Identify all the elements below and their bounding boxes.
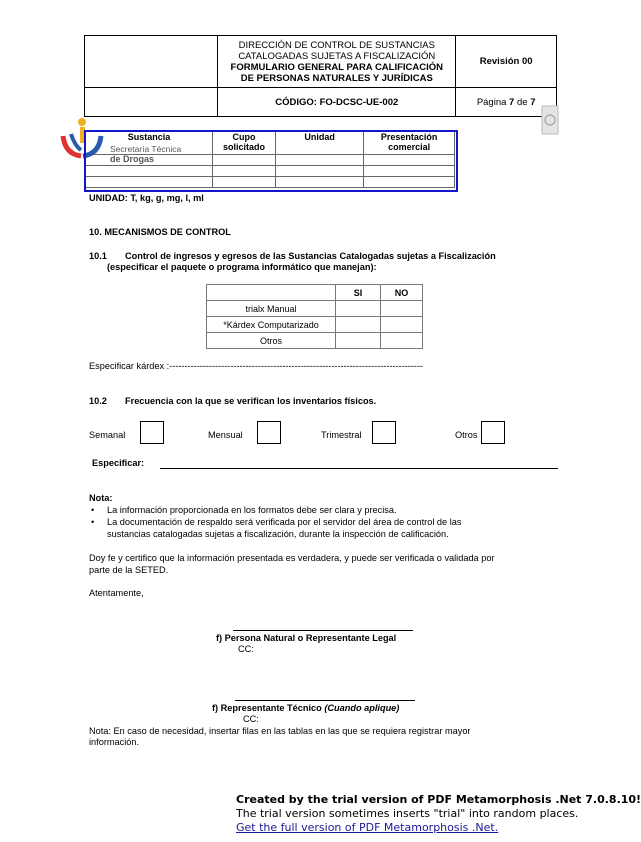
header-title-line2: CATALOGADAS SUJETAS A FISCALIZACIÓN (238, 50, 436, 62)
trial-notice-line1: Created by the trial version of PDF Metamorphosis .Net 7.0.8.10! (236, 793, 641, 806)
signature-1-label: f) Persona Natural o Representante Legal (216, 633, 397, 643)
option-si-cell[interactable] (336, 333, 381, 349)
section-10-2-text: Frecuencia con la que se verifican los inventarios físicos. (125, 396, 377, 406)
section-10-1-text2: (especificar el paquete o programa informático que manejan): (107, 262, 377, 272)
certify-line2: parte de la SETED. (89, 565, 169, 575)
signature-2-cc: CC: (243, 714, 259, 724)
signature-line-2[interactable] (235, 700, 415, 701)
trial-full-version-link[interactable]: Get the full version of PDF Metamorphosis .Net. (236, 821, 499, 834)
col-no: NO (381, 285, 423, 301)
closing: Atentamente, (89, 588, 144, 598)
note-item-1: La información proporcionada en los formatos debe ser clara y precisa. (107, 505, 397, 515)
option-label: *Kárdex Computarizado (207, 317, 336, 333)
signature-line-1[interactable] (233, 630, 413, 631)
freq-monthly-checkbox[interactable] (257, 421, 281, 444)
freq-weekly-label: Semanal (89, 430, 126, 440)
page-label: Página (476, 96, 507, 108)
footer-note-line2: información. (89, 737, 140, 747)
section-10-2-num: 10.2 (89, 396, 107, 406)
selection-highlight (84, 130, 458, 192)
revision: Revisión 00 (456, 36, 557, 88)
header-table (84, 35, 557, 117)
header-logo-cell (85, 36, 218, 88)
col-si: SI (336, 285, 381, 301)
document-code: CÓDIGO: FO-DCSC-UE-002 (218, 88, 456, 117)
freq-other-checkbox[interactable] (481, 421, 505, 444)
table-row (207, 301, 423, 317)
option-no-cell[interactable] (381, 333, 423, 349)
section-10-1-text1: Control de ingresos y egresos de las Sustancias Catalogadas sujetas a Fiscalización (125, 251, 496, 261)
option-label: Otros (207, 333, 336, 349)
option-no-cell[interactable] (381, 301, 423, 317)
signature-2-label-italic: (Cuando aplique) (324, 703, 400, 713)
signature-1-cc: CC: (238, 644, 254, 654)
footer-note-line1: Nota: En caso de necesidad, insertar filas en las tablas en las que se requiera registrar mayor (89, 726, 471, 736)
freq-monthly-label: Mensual (208, 430, 243, 440)
header-title-line4: DE PERSONAS NATURALES Y JURÍDICAS (240, 72, 433, 84)
freq-other-label: Otros (455, 430, 478, 440)
freq-quarterly-checkbox[interactable] (372, 421, 396, 444)
option-si-cell[interactable] (336, 317, 381, 333)
option-si-cell[interactable] (336, 301, 381, 317)
unit-legend: UNIDAD: T, kg, g, mg, l, ml (89, 193, 204, 203)
freq-quarterly-label: Trimestral (321, 430, 362, 440)
header-title-line1: DIRECCIÓN DE CONTROL DE SUSTANCIAS (238, 39, 435, 51)
specify-kardex[interactable]: Especificar kárdex :----------------------------------------------------------------------------------- (89, 361, 424, 371)
note-item-2b: sustancias catalogadas sujetas a fiscalización, durante la inspección de calificación. (107, 529, 449, 539)
note-title: Nota: (89, 493, 113, 503)
control-options-table (206, 284, 423, 349)
bullet-icon: • (91, 517, 95, 527)
table-row (207, 317, 423, 333)
header-title-line3: FORMULARIO GENERAL PARA CALIFICACIÓN (230, 61, 444, 73)
page-num: 7 (509, 96, 515, 108)
page-of: de (516, 96, 528, 108)
option-no-cell[interactable] (381, 317, 423, 333)
bullet-icon: • (91, 505, 95, 515)
logo-line1: Secretaría Técnica (110, 144, 182, 154)
col-header-unit: Unidad (275, 132, 363, 155)
signature-2-label: f) Representante Técnico (Cuando aplique) (212, 703, 400, 713)
section-10-1-num: 10.1 (89, 251, 107, 261)
header-empty-cell (85, 88, 218, 117)
col-header-quota: Cupo solicitado (213, 132, 276, 155)
option-label: trialx Manual (207, 301, 336, 317)
seal-icon (541, 104, 559, 136)
certify-line1: Doy fe y certifico que la información presentada es verdadera, y puede ser verificada o validada por (89, 553, 495, 563)
col-header-substance: Sustancia (86, 132, 213, 155)
note-item-2a: La documentación de respaldo será verificada por el servidor del área de control de las (107, 517, 462, 527)
specify-label: Especificar: (92, 458, 145, 468)
trial-notice-line2: The trial version sometimes inserts "trial" into random places. (236, 807, 579, 820)
section-10-title: 10. MECANISMOS DE CONTROL (89, 227, 231, 237)
table-row (207, 333, 423, 349)
col-header-presentation: Presentación comercial (364, 132, 455, 155)
logo-line2: de Drogas (110, 154, 155, 164)
header-title-cell (218, 36, 456, 88)
page-total: 7 (530, 96, 536, 108)
freq-weekly-checkbox[interactable] (140, 421, 164, 444)
specify-line[interactable] (160, 468, 558, 469)
